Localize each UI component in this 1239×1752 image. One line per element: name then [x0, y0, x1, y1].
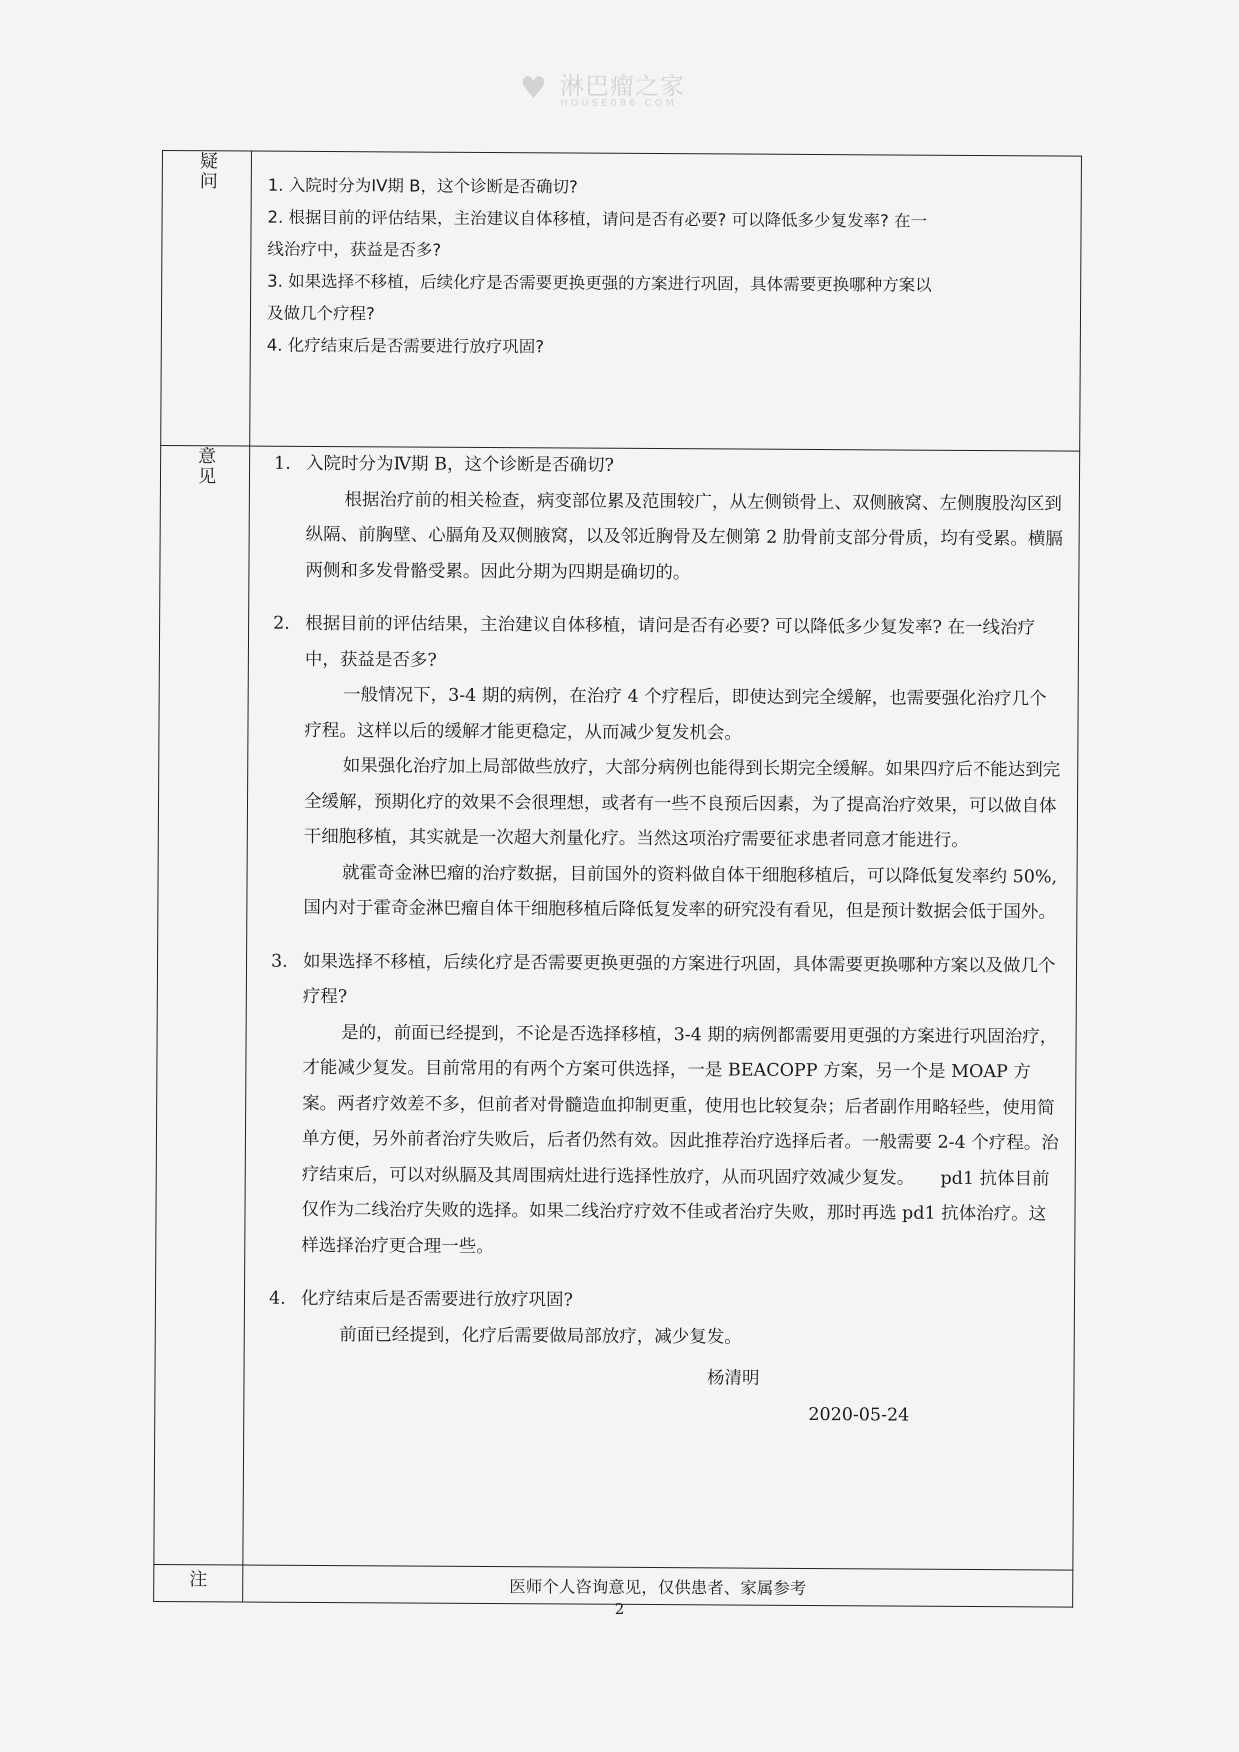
note-label-cell: [154, 1564, 243, 1602]
questions-row: [161, 151, 1082, 452]
opinion-section-4: [269, 1282, 1060, 1358]
questions-label-cell: [161, 151, 252, 447]
section-number: 3.: [270, 951, 288, 972]
section-paragraph: 根据治疗前的相关检查，病变部位累及范围较广，从左侧锁骨上、双侧腋窝、左侧腹股沟区到纵隔、前胸壁、心膈角及双侧腋窝，以及邻近胸骨及左侧第 2 肋骨前支部分骨质，均有受累。横膈两侧和多发骨骼受累。因此分期为四期是确切的。: [305, 489, 1063, 583]
section-paragraph: 如果强化治疗加上局部做些放疗，大部分病例也能得到长期完全缓解。如果四疗后不能达到完全缓解，预期化疗的效果不会很理想，或者有一些不良预后因素，为了提高治疗效果，可以做自体干细胞移植，其实就是一次超大剂量化疗。当然这项治疗需要征求患者同意才能进行。: [303, 756, 1061, 851]
opinion-cell: [243, 446, 1080, 1570]
questions-label: 疑问: [196, 151, 218, 192]
section-paragraph: 就霍奇金淋巴瘤的治疗数据，目前国外的资料做自体干细胞移植后，可以降低复发率约 50%,国内对于霍奇金淋巴瘤自体干细胞移植后降低复发率的研究没有看见，但是预计数据会低于国外。: [303, 862, 1058, 923]
section-paragraph: 一般情况下，3-4 期的病例，在治疗 4 个疗程后，即使达到完全缓解，也需要强化治疗几个疗程。这样以后的缓解才能更稳定，从而减少复发机会。: [304, 685, 1047, 744]
section-question: 入院时分为Ⅳ期 B，这个诊断是否确切?: [306, 453, 614, 476]
watermark-subtitle: HOUSE086.COM: [560, 98, 678, 109]
opinion-section-1: [273, 447, 1065, 594]
opinion-label-cell: [154, 445, 250, 1565]
question-line: 1. 入院时分为IV期 B，这个诊断是否确切?: [267, 175, 578, 197]
section-number: 4.: [268, 1288, 286, 1309]
section-question: 根据目前的评估结果，主治建议自体移植，请问是否有必要? 可以降低多少复发率? 在一线治疗中，获益是否多?: [304, 613, 1036, 671]
opinion-row: [154, 445, 1080, 1570]
question-line: 及做几个疗程?: [266, 303, 375, 324]
opinion-section-3: [269, 944, 1062, 1268]
watermark-logo: [520, 62, 730, 118]
section-question: 化疗结束后是否需要进行放疗巩固?: [300, 1288, 573, 1311]
note-label: 注: [189, 1569, 208, 1591]
opinion-label: 意见: [194, 446, 217, 487]
question-line: 3. 如果选择不移植，后续化疗是否需要更换更强的方案进行巩固，具体需要更换哪种方案以: [267, 271, 932, 295]
question-line: 2. 根据目前的评估结果，主治建议自体移植，请问是否有必要? 可以降低多少复发率? 在一: [267, 207, 928, 231]
doctor-signature: 杨清明: [706, 1368, 760, 1389]
opinion-section-2: [271, 607, 1064, 931]
note-text: 医师个人咨询意见，仅供患者、家属参考: [243, 1565, 1073, 1607]
question-line: 4. 化疗结束后是否需要进行放疗巩固?: [266, 335, 545, 357]
section-number: 2.: [273, 613, 290, 634]
question-line: 线治疗中，获益是否多?: [267, 239, 442, 260]
page-number: 2: [614, 1600, 625, 1618]
section-number: 1.: [274, 453, 291, 474]
section-paragraph: 前面已经提到，化疗后需要做局部放疗，减少复发。: [339, 1324, 742, 1348]
heart-icon: ♥: [520, 71, 547, 106]
questions-cell: [250, 151, 1082, 451]
section-question: 如果选择不移植，后续化疗是否需要更换更强的方案进行巩固，具体需要更换哪种方案以及做几个疗程?: [302, 951, 1056, 1008]
watermark-title: 淋巴瘤之家: [560, 72, 685, 100]
consultation-table: [153, 150, 1082, 1608]
signature-date: 2020-05-24: [808, 1404, 910, 1426]
section-paragraph: 是的，前面已经提到，不论是否选择移植，3-4 期的病例都需要用更强的方案进行巩固治疗，才能减少复发。目前常用的有两个方案可供选择，一是 BEACOPP 方案，另一个是 MOAP 方案。两者疗效差不多，但前者对骨髓造血抑制更重，使用也比较复杂；后者副作用略轻些，使用简单方便，另外前者治疗失败后，后者仍然有效。因此推荐治疗选择后者。一般需要 2-4 个疗程。治疗结束后，可以对纵膈及其周围病灶进行选择性放疗，从而巩固疗效减少复发。 pd1 抗体目前仅作为二线治疗失败的选择。如果二线治疗疗效不佳或者治疗失败，那时再选 pd1 抗体治疗。这样选择治疗更合理一些。: [301, 1022, 1059, 1257]
